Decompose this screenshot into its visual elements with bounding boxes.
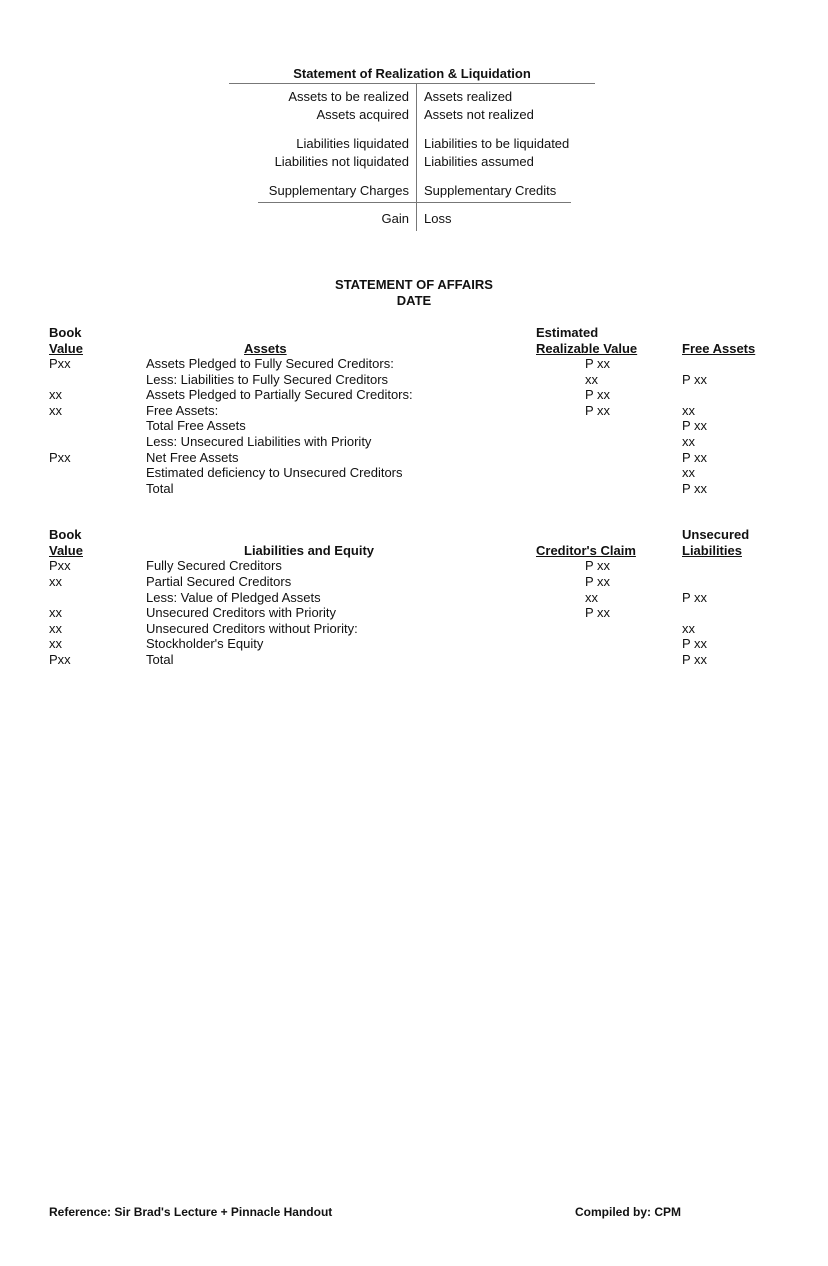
header-book-value-line2: Value [49, 341, 83, 356]
unsecured-cell: P xx [682, 590, 708, 605]
header-unsecured-line2: Liabilities [682, 543, 742, 558]
description-cell: Partial Secured Creditors [146, 574, 292, 589]
rl-gain: Gain [381, 211, 409, 226]
free-assets-cell: P xx [682, 372, 708, 387]
description-cell: Less: Value of Pledged Assets [146, 590, 321, 605]
statement-of-affairs-date: DATE [396, 293, 432, 308]
free-assets-cell: P xx [682, 418, 708, 433]
rl-debit-item: Supplementary Charges [268, 183, 409, 198]
rl-credit-item: Assets realized [424, 89, 513, 104]
unsecured-cell: P xx [682, 636, 708, 651]
header-erv-line2: Realizable Value [536, 341, 638, 356]
book-value-cell: xx [49, 387, 62, 402]
description-cell: Less: Liabilities to Fully Secured Creditors [146, 372, 389, 387]
footer-reference: Reference: Sir Brad's Lecture + Pinnacle Handout [49, 1205, 333, 1219]
rl-loss: Loss [424, 211, 452, 226]
erv-cell: xx [585, 372, 598, 387]
header-book-value-line1: Book [49, 325, 82, 340]
book-value-cell: xx [49, 605, 62, 620]
description-cell: Unsecured Creditors with Priority [146, 605, 337, 620]
free-assets-cell: xx [682, 465, 695, 480]
description-cell: Total [146, 652, 174, 667]
description-cell: Estimated deficiency to Unsecured Creditors [146, 465, 403, 480]
t-account-vertical-line [416, 84, 417, 231]
rl-credit-item: Assets not realized [424, 107, 534, 122]
rl-debit-item: Liabilities liquidated [296, 136, 409, 151]
header-liabilities-and-equity: Liabilities and Equity [244, 543, 375, 558]
free-assets-cell: P xx [682, 481, 708, 496]
header-unsecured-line1: Unsecured [682, 527, 750, 542]
rl-credit-item: Liabilities assumed [424, 154, 534, 169]
claim-cell: P xx [585, 574, 611, 589]
book-value-cell: Pxx [49, 652, 71, 667]
unsecured-cell: xx [682, 621, 695, 636]
claim-cell: P xx [585, 558, 611, 573]
rl-debit-item: Assets to be realized [288, 89, 409, 104]
claim-cell: P xx [585, 605, 611, 620]
rl-credit-item: Liabilities to be liquidated [424, 136, 570, 151]
book-value-cell: xx [49, 403, 62, 418]
description-cell: Fully Secured Creditors [146, 558, 282, 573]
realization-liquidation-title: Statement of Realization & Liquidation [293, 66, 531, 81]
book-value-cell: Pxx [49, 356, 71, 371]
t-account-total-line [258, 202, 571, 203]
unsecured-cell: P xx [682, 652, 708, 667]
description-cell: Net Free Assets [146, 450, 239, 465]
free-assets-cell: xx [682, 403, 695, 418]
header-creditors-claim: Creditor's Claim [536, 543, 636, 558]
header-free-assets: Free Assets [682, 341, 756, 356]
description-cell: Stockholder's Equity [146, 636, 264, 651]
description-cell: Assets Pledged to Fully Secured Creditors: [146, 356, 394, 371]
description-cell: Unsecured Creditors without Priority: [146, 621, 358, 636]
header-book-value-line2: Value [49, 543, 83, 558]
book-value-cell: xx [49, 621, 62, 636]
claim-cell: xx [585, 590, 598, 605]
book-value-cell: Pxx [49, 450, 71, 465]
header-assets: Assets [244, 341, 287, 356]
erv-cell: P xx [585, 356, 611, 371]
t-account-top-line [229, 83, 595, 84]
erv-cell: P xx [585, 403, 611, 418]
description-cell: Total Free Assets [146, 418, 246, 433]
erv-cell: P xx [585, 387, 611, 402]
header-book-value-line1: Book [49, 527, 82, 542]
free-assets-cell: xx [682, 434, 695, 449]
free-assets-cell: P xx [682, 450, 708, 465]
rl-credit-item: Supplementary Credits [424, 183, 557, 198]
description-cell: Total [146, 481, 174, 496]
description-cell: Less: Unsecured Liabilities with Priority [146, 434, 372, 449]
statement-of-affairs-title: STATEMENT OF AFFAIRS [335, 277, 493, 292]
rl-debit-item: Liabilities not liquidated [274, 154, 409, 169]
rl-debit-item: Assets acquired [316, 107, 409, 122]
book-value-cell: xx [49, 636, 62, 651]
book-value-cell: xx [49, 574, 62, 589]
description-cell: Assets Pledged to Partially Secured Creditors: [146, 387, 413, 402]
footer-compiled-by: Compiled by: CPM [575, 1205, 682, 1219]
header-erv-line1: Estimated [536, 325, 599, 340]
description-cell: Free Assets: [146, 403, 219, 418]
book-value-cell: Pxx [49, 558, 71, 573]
